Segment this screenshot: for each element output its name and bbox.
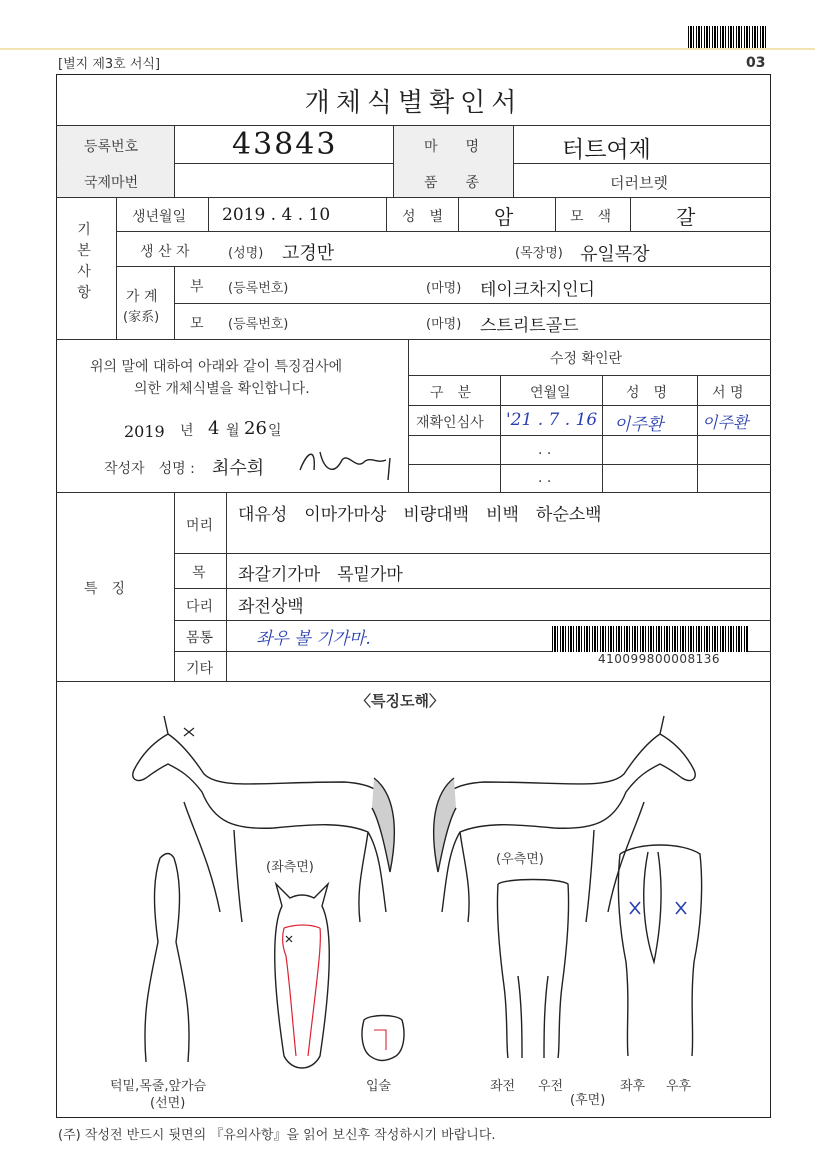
revision-header-name: 성 명 xyxy=(626,385,668,401)
front-left-caption: 좌전 xyxy=(490,1079,516,1094)
confirm-date-year: 2019 xyxy=(124,422,165,441)
confirm-date-day: 26 xyxy=(244,418,267,439)
sire-reg-label: (등록번호) xyxy=(228,281,289,296)
horse-name-value: 터트여제 xyxy=(562,137,651,163)
neck-label: 목 xyxy=(192,565,206,581)
author-label: 작성자 성명 : xyxy=(104,461,195,477)
revision-row-1-sign: 이주환 xyxy=(702,413,749,432)
sex-label: 성 별 xyxy=(402,209,444,225)
rear-left-caption: 좌후 xyxy=(620,1079,646,1094)
producer-label: 생 산 자 xyxy=(140,244,190,260)
diagram-title: 〈특징도해〉 xyxy=(356,692,444,710)
barcode-number: 410099800008136 xyxy=(598,652,721,666)
neck-caption: 턱밑,목줄,앞가슴 xyxy=(110,1079,207,1094)
confirm-date-day-unit: 일 xyxy=(268,423,282,439)
top-barcode xyxy=(688,26,768,48)
dam-reg-label: (등록번호) xyxy=(228,317,289,332)
intl-no-label: 국제마번 xyxy=(84,175,139,191)
head-value: 대유성 이마가마상 비량대백 비백 하순소백 xyxy=(238,505,602,525)
horse-face-front xyxy=(262,876,342,1076)
confirm-date-month: 4 xyxy=(208,418,220,439)
sex-value: 암 xyxy=(494,205,514,229)
confirm-date-month-unit: 월 xyxy=(226,423,240,439)
author-value: 최수희 xyxy=(212,458,265,479)
confirm-date-year-unit: 년 xyxy=(180,423,194,439)
revision-header-date: 연월일 xyxy=(530,385,571,401)
left-side-caption: (좌측면) xyxy=(266,860,314,875)
revision-header-sign: 서 명 xyxy=(712,385,744,401)
sire-name-value: 테이크차지인디 xyxy=(480,280,595,300)
coat-value: 갈 xyxy=(676,205,696,229)
sire-name-label: (마명) xyxy=(426,281,462,296)
legs-label: 다리 xyxy=(186,599,214,615)
front-right-caption: 우전 xyxy=(538,1079,564,1094)
birth-value: 2019 . 4 . 10 xyxy=(222,205,331,225)
rear-right-caption: 우후 xyxy=(666,1079,692,1094)
features-section-label: 특 징 xyxy=(84,581,126,597)
producer-name-value: 고경만 xyxy=(282,243,335,264)
dam-name-value: 스트리트골드 xyxy=(480,316,579,336)
page-title: 개체식별확인서 xyxy=(304,88,523,118)
basic-section-label: 기 본 사 항 xyxy=(77,222,91,301)
confirm-line-1: 위의 말에 대하여 아래와 같이 특징검사에 xyxy=(90,359,343,375)
rear-caption: (후면) xyxy=(570,1093,606,1108)
sire-label: 부 xyxy=(190,279,204,295)
body-value: 좌우 볼 기가마. xyxy=(256,629,371,649)
birth-label: 생년월일 xyxy=(132,209,187,225)
right-side-caption: (우측면) xyxy=(496,852,544,867)
pedigree-hanja: (家系) xyxy=(123,310,160,325)
revision-title: 수정 확인란 xyxy=(550,351,623,367)
revision-row-1-type: 재확인심사 xyxy=(416,415,484,431)
pedigree-label: 가 계 xyxy=(126,289,158,305)
revision-row-1-name: 이주환 xyxy=(614,415,664,435)
horse-name-label: 마 명 xyxy=(424,139,480,155)
coat-label: 모 색 xyxy=(570,209,612,225)
horse-neck-front xyxy=(132,852,202,1072)
author-signature xyxy=(290,440,400,486)
horse-rear-view xyxy=(610,842,710,1064)
reg-no-label: 등록번호 xyxy=(84,139,139,155)
producer-name-label: (성명) xyxy=(228,246,264,261)
horse-lip xyxy=(356,1010,410,1064)
neck-value: 좌갈기가마 목밑가마 xyxy=(238,565,403,585)
ranch-value: 유일목장 xyxy=(580,244,650,265)
ranch-label: (목장명) xyxy=(515,246,563,261)
breed-value: 더러브렛 xyxy=(610,174,668,192)
revision-row-2-date: . . xyxy=(538,442,552,458)
header-rule xyxy=(0,48,815,50)
reg-no-value: 43843 xyxy=(232,127,338,162)
page-code: 03 xyxy=(746,55,766,71)
revision-row-1-date: '21 . 7 . 16 xyxy=(506,410,598,430)
revision-row-3-date: . . xyxy=(538,470,552,486)
breed-label: 품 종 xyxy=(424,175,480,191)
horse-front-legs xyxy=(488,876,578,1066)
dam-name-label: (마명) xyxy=(426,317,462,332)
confirm-line-2: 의한 개체식별을 확인합니다. xyxy=(134,381,310,397)
lip-caption: 입술 xyxy=(366,1079,392,1094)
legs-value: 좌전상백 xyxy=(238,597,304,617)
dam-label: 모 xyxy=(190,316,204,332)
revision-header-type: 구 분 xyxy=(430,385,472,401)
form-reference: [별지 제3호 서식] xyxy=(58,57,161,72)
feature-barcode xyxy=(552,626,748,652)
other-label: 기타 xyxy=(186,661,214,677)
body-label: 몸통 xyxy=(186,630,214,646)
footer-note: (주) 작성전 반드시 뒷면의 『유의사항』을 읽어 보신후 작성하시기 바랍니다. xyxy=(58,1128,496,1143)
neck-caption-sub: (선면) xyxy=(150,1096,186,1111)
head-label: 머리 xyxy=(186,518,214,534)
